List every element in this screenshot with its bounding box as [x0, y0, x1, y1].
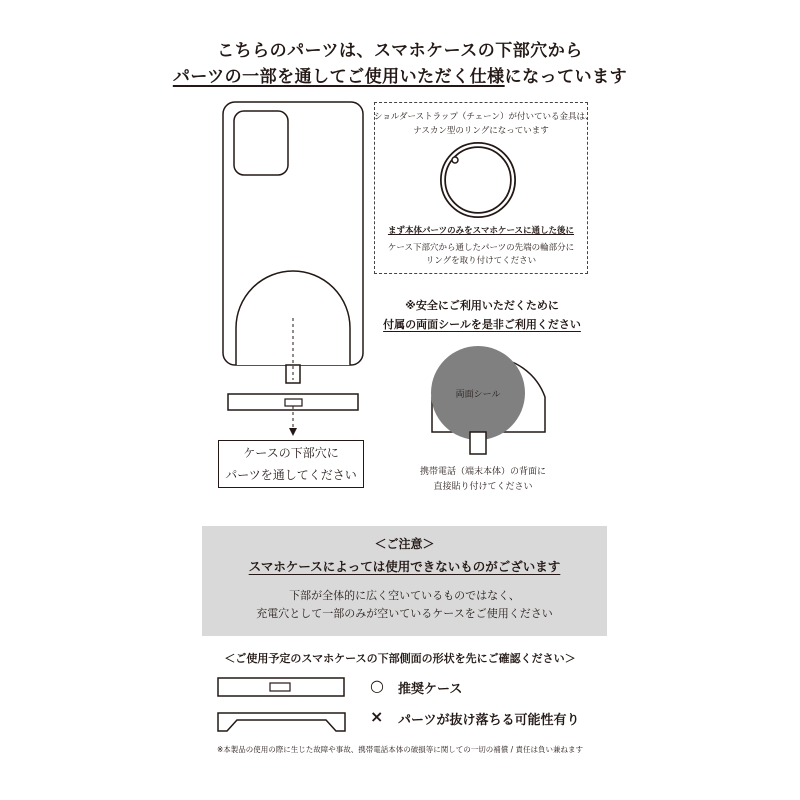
recommended-case-hole	[270, 683, 290, 691]
header-rest-text: になっています	[504, 67, 628, 87]
ok-mark-icon: ○	[370, 676, 384, 695]
footnote: ※本製品の使用の際に生じた故障や事故、携帯電話本体の破損等に関しての一切の補償 / 責任は負い兼ねます	[216, 745, 584, 754]
recommended-case-icon	[218, 678, 344, 696]
ring-note-line-3: ケース下部穴から通したパーツの先端の輪部分に	[387, 243, 575, 253]
sticker-caption-1: 携帯電話（端末本体）の背面に	[419, 467, 546, 477]
ring-note-line-1: ショルダーストラップ（チェーン）が付いている金具は、	[374, 112, 594, 122]
safety-line-1: ※安全にご利用いただくために	[405, 299, 559, 312]
ring-note-line-4: リングを取り付けてください	[425, 256, 537, 266]
case-instruction-box	[218, 440, 364, 488]
camera-module	[234, 111, 288, 175]
sticker-label: 両面シール	[455, 390, 501, 400]
ng-label: パーツが抜け落ちる可能性有り	[398, 713, 580, 728]
not-recommended-case-icon	[218, 713, 345, 731]
header-underlined-text: パーツの一部を通してご使用いただく仕様	[172, 67, 505, 87]
ring-note-emphasis: まず本体パーツのみをスマホケースに通した後に	[387, 226, 575, 236]
header-line-1: こちらのパーツは、スマホケースの下部穴から	[217, 41, 583, 61]
caution-line-2: 充電穴として一部のみが空いているケースをご使用ください	[256, 607, 553, 620]
caution-headline: スマホケースによっては使用できないものがございます	[248, 559, 561, 574]
arrow-head-icon	[289, 428, 297, 436]
sticker-part-tab	[470, 432, 486, 454]
case-instruction-line-1: ケースの下部穴に	[243, 446, 339, 460]
safety-line-2: 付属の両面シールを是非ご利用ください	[383, 318, 581, 331]
sticker-caption-2: 直接貼り付けてください	[433, 482, 533, 492]
case-instruction-line-2: パーツを通してください	[225, 468, 357, 482]
case-bottom-hole	[285, 399, 302, 406]
check-title: ＜ご使用予定のスマホケースの下部側面の形状を先にご確認ください＞	[224, 652, 576, 665]
caution-line-1: 下部が全体的に広く空いているものではなく、	[289, 589, 520, 602]
ng-mark-icon: ×	[370, 707, 384, 726]
ok-label: 推奨ケース	[398, 682, 463, 697]
caution-title: ＜ご注意＞	[374, 537, 435, 551]
ring-note-line-2: ナスカン型のリングになっています	[413, 126, 549, 136]
